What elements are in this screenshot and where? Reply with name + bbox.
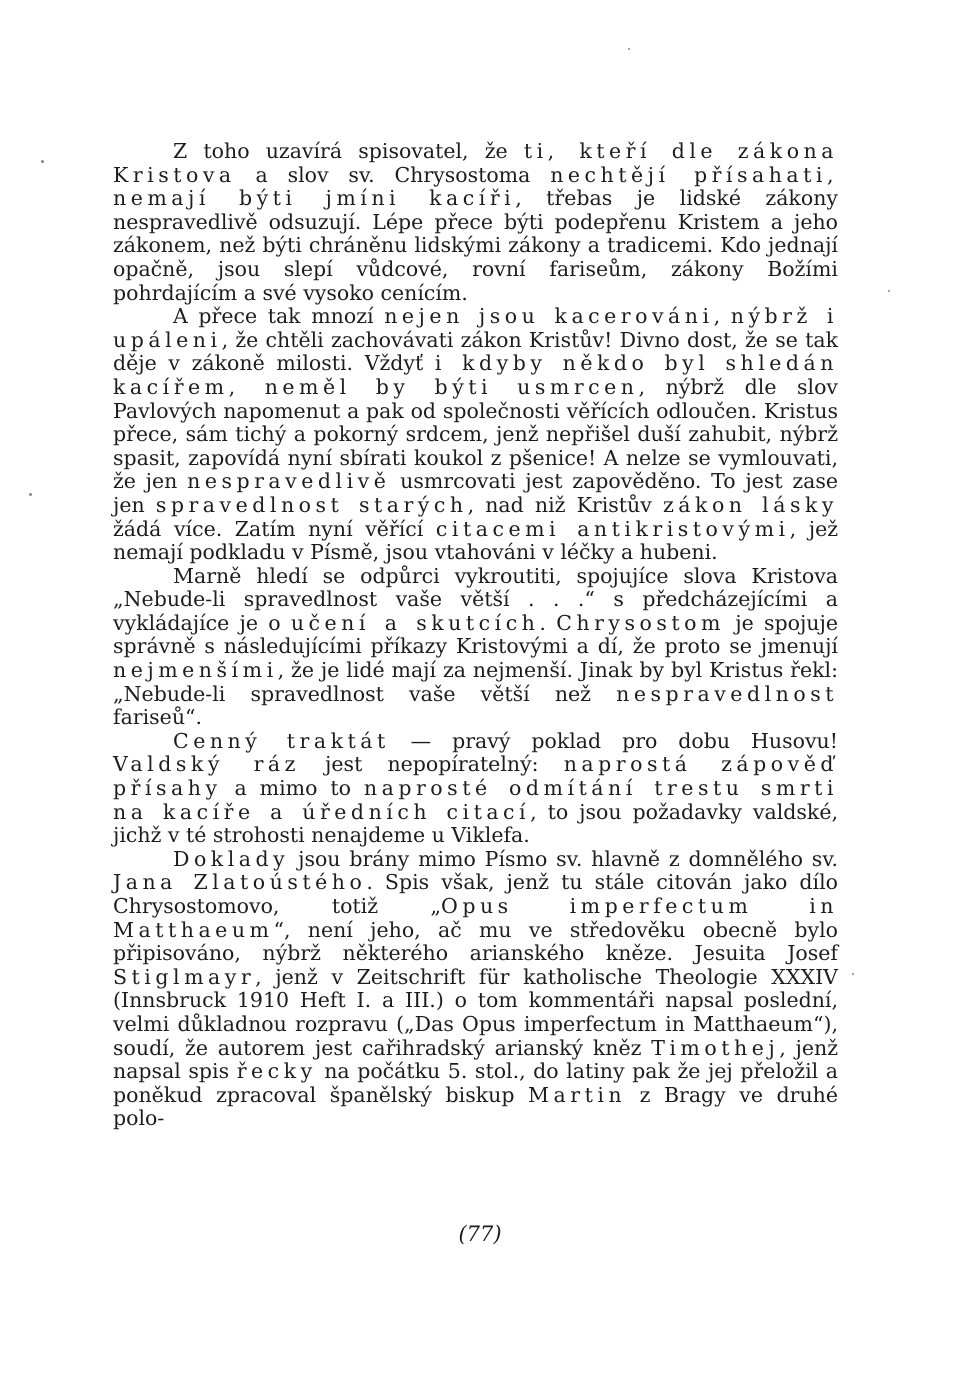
spaced-emphasis-text: Chrysostom [556,610,725,635]
spaced-emphasis-text: Doklady [173,846,290,871]
body-text: je spojuje správně s následujícími příkazy Kristovými a dí, že proto se jmenují [113,610,838,659]
spaced-emphasis-text: naprosté odmítání trestu smrti na kacíře a úředních citací [113,776,838,824]
spaced-emphasis-text: nejen jsou kacerováni [384,304,714,329]
spaced-emphasis-text: učení a skutcích [290,610,540,635]
body-text: jest nepopíratelný: [299,752,564,777]
body-text: . [539,610,557,635]
page-number: (77) [458,1222,502,1246]
spaced-emphasis-text: nýbrž i upáleni [113,304,838,352]
body-text: a slov sv. Chrysostoma [235,162,551,187]
body-text: “, není jeho, ač mu ve středověku obecně bylo připisováno, nýbrž některého arianského kněze. Jesuita Josef [113,917,838,966]
scan-speck [41,160,44,163]
body-text: , že chtěli zachovávati zákon Kristův! Divno dost, že se tak děje v zákoně milosti. Vždyť [113,327,838,376]
body-text: , že je lidé mají za nejmenší. Jinak by byl Kristus řekl: „Nebude-li spravedlnost vaše větší než [113,658,838,706]
spaced-emphasis-text: citacemi antikristovými [435,516,790,541]
body-text: a mimo to [221,776,364,801]
spaced-emphasis-text: nejmenšími [113,658,278,683]
body-text: — pravý poklad pro dobu Husovu! [389,728,838,753]
body-text: . Spis však, jenž tu stále citován jako dílo Chrysostomovo, totiž „ [113,870,838,918]
spaced-emphasis-text: spravedlnost starých [155,492,468,517]
spaced-emphasis-text: nespravedlnost [616,681,838,706]
spaced-emphasis-text: Martin [528,1082,627,1107]
spaced-emphasis-text: nespravedlivě [187,469,391,494]
body-text: , jenž napsal spis [113,1035,838,1084]
body-text: fariseů“. [113,705,203,730]
spaced-emphasis-text: i kdyby někdo byl shledán kacířem, neměl by býti usmrcen [113,351,838,399]
body-text: Marně hledí se odpůrci vykroutiti, spojujíce slova Kristova „Nebude-li spravedlnost vaše větší . . .“ s předcházejícími a vykládajíce je o [113,563,838,635]
body-text: , [713,304,731,329]
spaced-emphasis-text: zákon lásky [662,492,839,517]
body-text: , nýbrž dle slov Pavlových napomenut a pak od společnosti věřících odloučen. Kristus přece, sám tichý a pokorný srdcem, jenž nepřišel duší zahubit, nýbrž spasit, zapovídá nyní sbírati koukol z pšenice! A nelze se vymlouvati, že jen [113,374,838,494]
spaced-emphasis-text: Stiglmayr [113,964,256,989]
scan-speck [852,973,854,975]
spaced-emphasis-text: Timothej [651,1035,780,1060]
body-text: A přece tak mnozí [173,304,385,329]
spaced-emphasis-text: ti, kteří dle zákona Kristova [113,139,839,187]
body-text: na počátku 5. stol., do latiny pak že jej přeložil a poněkud zpracoval španělský biskup [113,1059,838,1107]
scan-speck [628,48,630,50]
paragraph-1 [113,140,838,305]
body-text: Z toho uzavírá spisovatel, že [173,139,524,163]
spaced-emphasis-text: řecky [236,1059,317,1084]
spaced-emphasis-text: Opus imperfectum in Matthaeum [113,894,839,942]
body-text: žádá více. Zatím nyní věřící [113,516,436,541]
paragraph-5 [113,848,838,1131]
spaced-emphasis-text: Jana Zlatoústého [113,870,367,895]
paragraph-4 [113,730,838,848]
body-text: usmrcovati jest zapověděno. To jest zase jen [113,469,838,517]
spaced-emphasis-text: naprostá zápověď přísahy [113,752,838,801]
page-text [113,140,838,1131]
body-text: , jež nemají podkladu v Písmě, jsou vtahováni v léčky a hubeni. [113,516,838,565]
body-text: , nad niž Kristův [467,492,663,517]
scan-speck [29,493,32,496]
spaced-emphasis-text: Valdský ráz [113,752,300,777]
paragraph-3 [113,565,838,730]
spaced-emphasis-text: nechtějí přísahati, nemají býti jmíni kacíři [113,162,838,211]
body-text: , to jsou požadavky valdské, jichž v té strohosti nenajdeme u Viklefa. [113,799,838,848]
spaced-emphasis-text: Cenný traktát [173,728,390,753]
scan-speck [888,290,890,292]
body-text: jsou brány mimo Písmo sv. hlavně z domnělého sv. [289,846,838,871]
body-text: z Bragy ve druhé polo- [113,1082,838,1131]
body-text: , jenž v Zeitschrift für katholische Theologie XXXIV (Innsbruck 1910 Heft I. a III.) o tom kommentáři napsal poslední, velmi důkladnou rozpravu („Das Opus imperfectum in Matthaeum“), soudí, že autorem jest cařihradský arianský kněz [113,964,838,1060]
paragraph-2 [113,305,838,565]
body-text: , třebas je lidské zákony nespravedlivě odsuzují. Lépe přece býti podepřenu Kristem a jeho zákonem, než býti chráněnu lidskými zákony a tradicemi. Kdo jednají opačně, jsou slepí vůdcové, rovní fariseům, zákony Božími pohrdajícím a své vysoko cenícím. [113,186,838,305]
